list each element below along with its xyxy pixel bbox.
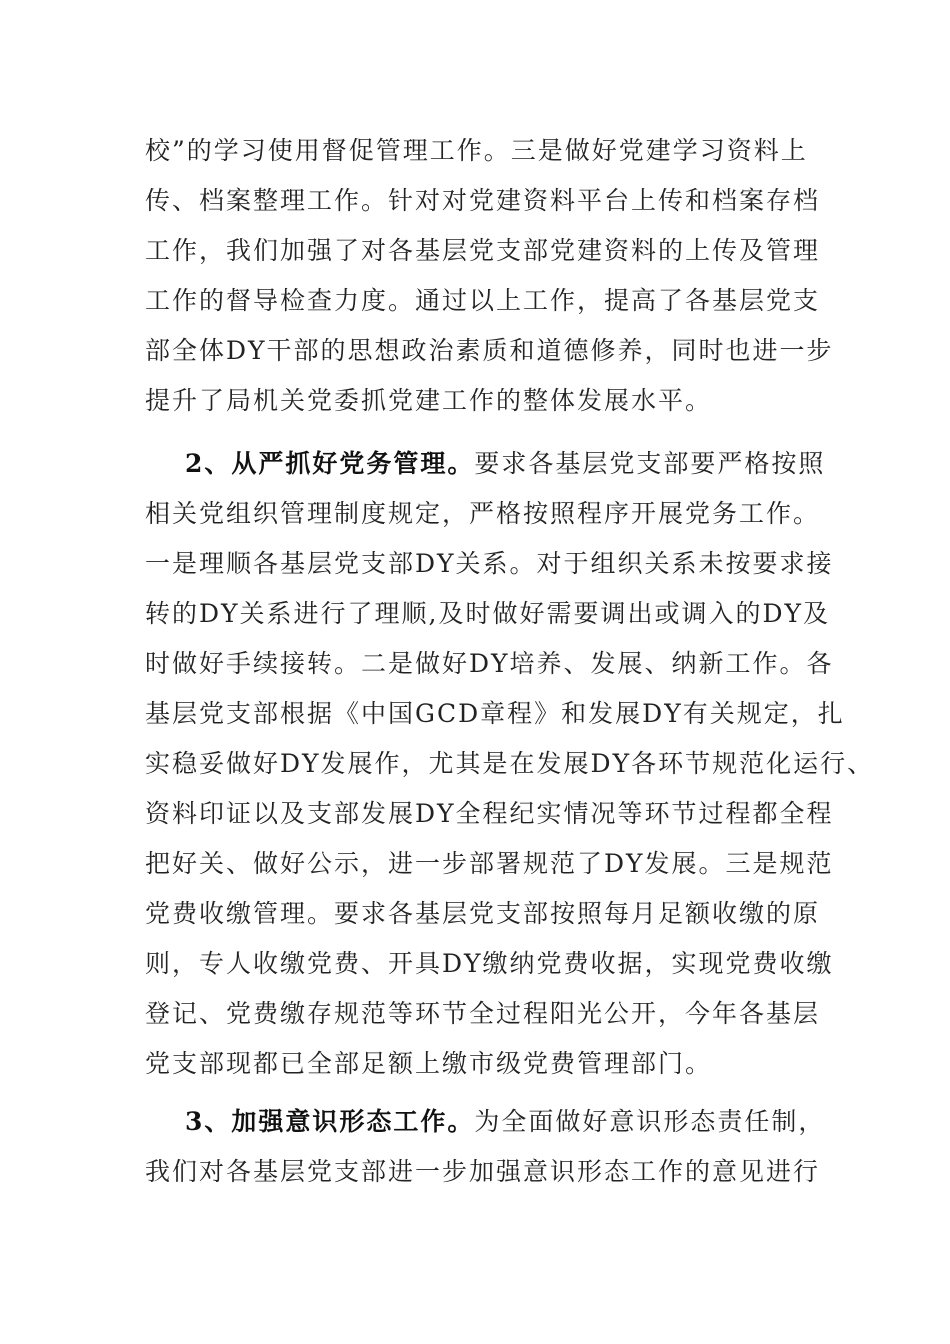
text-line: 实稳妥做好DY发展作，尤其是在发展DY各环节规范化运行、 [145, 749, 875, 778]
text-line: 则，专人收缴党费、开具DY缴纳党费收据，实现党费收缴 [145, 949, 834, 978]
text-line: 我们对各基层党支部进一步加强意识形态工作的意见进行 [145, 1157, 821, 1186]
paragraph-first-line [145, 1097, 825, 1147]
section-heading-3: 3、加强意识形态工作。 [185, 1107, 475, 1136]
text-line: 党费收缴管理。要求各基层党支部按照每月足额收缴的原 [145, 899, 821, 928]
paragraph-2 [145, 439, 875, 1089]
paragraph-1 [145, 126, 834, 426]
text-line: 一是理顺各基层党支部DY关系。对于组织关系未按要求接 [145, 549, 834, 578]
text-line: 工作，我们加强了对各基层党支部党建资料的上传及管理 [145, 236, 821, 265]
text-line: 提升了局机关党委抓党建工作的整体发展水平。 [145, 386, 713, 415]
text-line: 登记、党费缴存规范等环节全过程阳光公开，今年各基层 [145, 999, 821, 1028]
text-line: 相关党组织管理制度规定，严格按照程序开展党务工作。 [145, 499, 821, 528]
text-span: 为全面做好意识形态责任制， [474, 1107, 826, 1136]
text-line: 传、档案整理工作。针对对党建资料平台上传和档案存档 [145, 186, 821, 215]
text-line: 把好关、做好公示，进一步部署规范了DY发展。三是规范 [145, 849, 834, 878]
paragraph-3 [145, 1097, 825, 1197]
text-line: 时做好手续接转。二是做好DY培养、发展、纳新工作。各 [145, 649, 834, 678]
text-span: 要求各基层党支部要严格按照 [474, 449, 826, 478]
text-line: 党支部现都已全部足额上缴市级党费管理部门。 [145, 1049, 713, 1078]
text-line: 资料印证以及支部发展DY全程纪实情况等环节过程都全程 [145, 799, 834, 828]
text-line: 部全体DY干部的思想政治素质和道德修养，同时也进一步 [145, 336, 834, 365]
text-line: 基层党支部根据《中国GCD章程》和发展DY有关规定，扎 [145, 699, 845, 728]
text-line: 校”的学习使用督促管理工作。三是做好党建学习资料上 [145, 136, 808, 165]
paragraph-first-line [145, 439, 825, 489]
text-line: 工作的督导检查力度。通过以上工作，提高了各基层党支 [145, 286, 821, 315]
text-line: 转的DY关系进行了理顺,及时做好需要调出或调入的DY及 [145, 599, 831, 628]
section-heading-2: 2、从严抓好党务管理。 [185, 449, 475, 478]
